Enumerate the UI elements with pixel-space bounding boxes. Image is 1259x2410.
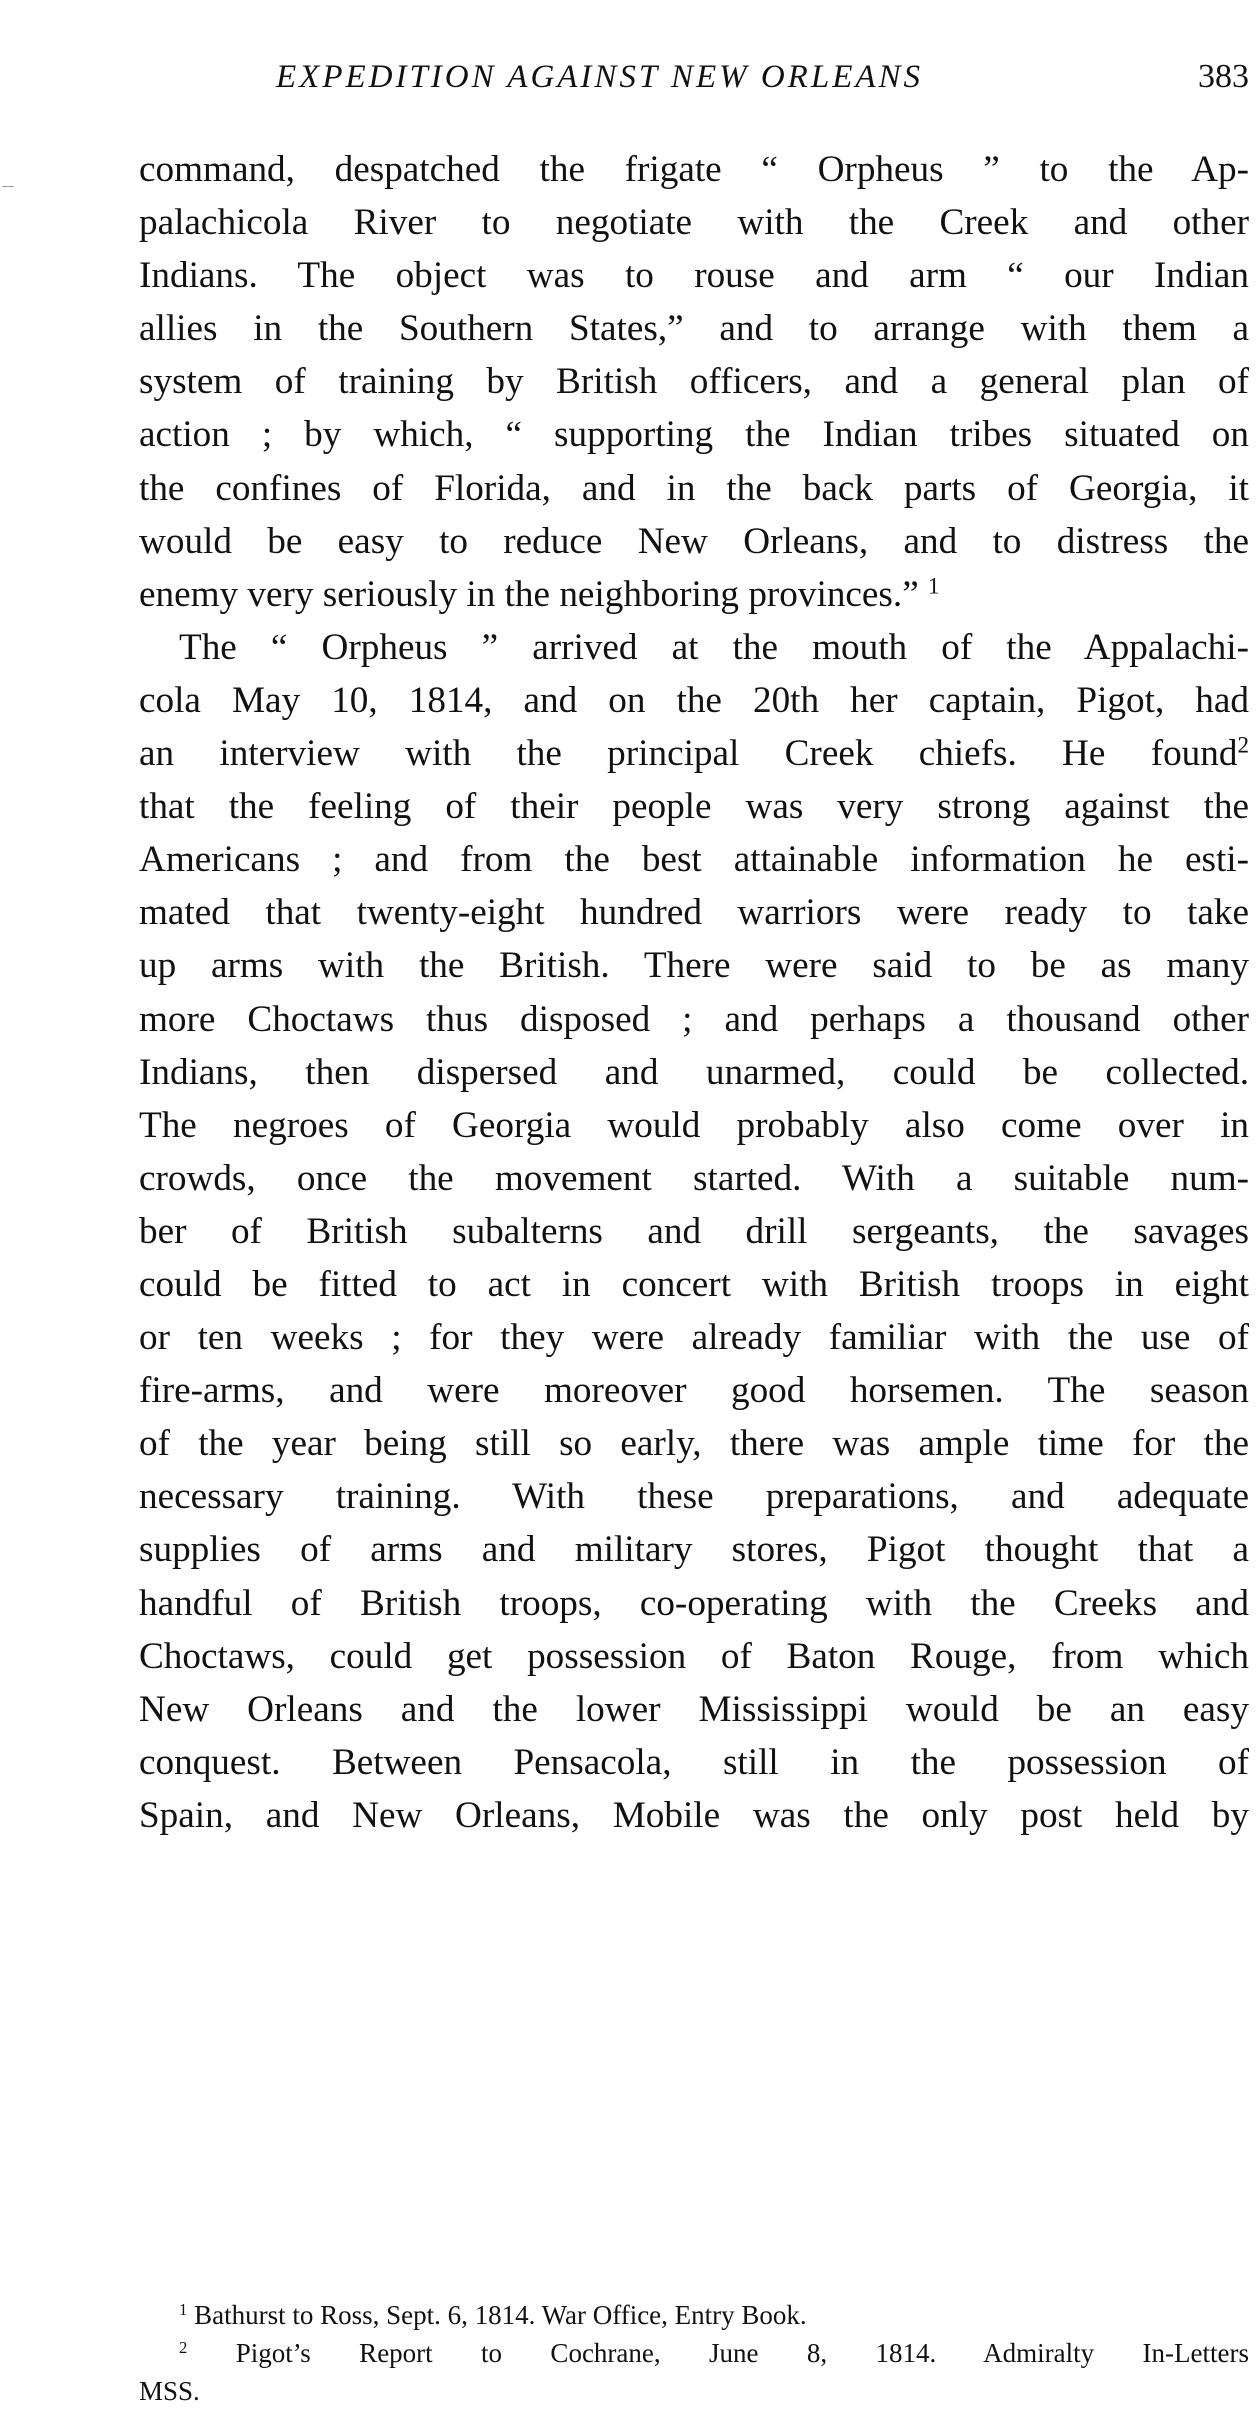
text-line: more Choctaws thus disposed ; and perhaps a thousand other	[139, 998, 1249, 1040]
text-line: of the year being still so early, there was ample time for the	[139, 1423, 1249, 1465]
text-line: New Orleans and the lower Mississippi would be an easy	[139, 1688, 1249, 1730]
footnote-text: Pigot’s Report to Cochrane, June 8, 1814. Admiralty In-Letters	[235, 2338, 1249, 2368]
text-line: up arms with the British. There were said to be as many	[139, 945, 1249, 987]
text-line: could be fitted to act in concert with British troops in eight	[139, 1263, 1249, 1305]
text-line: command, despatched the frigate “ Orpheus ” to the Ap-	[139, 149, 1249, 190]
page-number: 383	[1198, 58, 1249, 95]
footnotes	[139, 2296, 1249, 2410]
text-line: palachicola River to negotiate with the Creek and other	[139, 202, 1249, 244]
footnote-1	[139, 2296, 1249, 2334]
text-line: The negroes of Georgia would probably also come over in	[139, 1104, 1249, 1146]
text-line: mated that twenty-eight hundred warriors were ready to take	[139, 892, 1249, 934]
text-line: cola May 10, 1814, and on the 20th her captain, Pigot, had	[139, 679, 1249, 721]
text-line: crowds, once the movement started. With a suitable num-	[139, 1157, 1249, 1199]
text-line: that the feeling of their people was very strong against the	[139, 786, 1249, 828]
text-line: enemy very seriously in the neighboring provinces.”	[139, 573, 919, 615]
text-line: necessary training. With these preparations, and adequate	[139, 1476, 1249, 1518]
footnote-text: Bathurst to Ross, Sept. 6, 1814. War Office, Entry Book.	[194, 2300, 807, 2330]
text-line: Choctaws, could get possession of Baton Rouge, from which	[139, 1635, 1249, 1677]
text-line: an interview with the principal Creek chiefs. He found	[139, 733, 1238, 775]
text-line: conquest. Between Pensacola, still in the possession of	[139, 1741, 1249, 1783]
text-line: handful of British troops, co-operating with the Creeks and	[139, 1582, 1249, 1624]
footnote-mark: 2	[179, 2337, 188, 2357]
text-line: allies in the Southern States,” and to arrange with them a	[139, 308, 1249, 350]
footnote-mark: 1	[179, 2299, 188, 2319]
text-line: Indians, then dispersed and unarmed, could be collected.	[139, 1051, 1249, 1093]
footnote-reference: 2	[1237, 731, 1249, 758]
text-line-with-ref	[139, 727, 1249, 780]
text-line: system of training by British officers, and a general plan of	[139, 361, 1249, 403]
text-line: Americans ; and from the best attainable information he esti-	[139, 839, 1249, 881]
text-line: supplies of arms and military stores, Pigot thought that a	[139, 1529, 1249, 1571]
margin-mark	[2, 186, 14, 187]
text-line: or ten weeks ; for they were already familiar with the use of	[139, 1317, 1249, 1359]
running-title: EXPEDITION AGAINST NEW ORLEANS	[276, 59, 924, 95]
text-line: action ; by which, “ supporting the Indian tribes situated on	[139, 414, 1249, 456]
text-line: Indians. The object was to rouse and arm “ our Indian	[139, 255, 1249, 297]
footnote-2	[139, 2334, 1249, 2372]
footnote-continuation: MSS.	[139, 2376, 200, 2406]
text-line: Spain, and New Orleans, Mobile was the only post held by	[139, 1794, 1249, 1836]
text-line: ber of British subalterns and drill sergeants, the savages	[139, 1210, 1249, 1252]
paragraph-end-line	[139, 568, 1249, 621]
footnote-reference: 1	[928, 572, 940, 599]
text-line: The “ Orpheus ” arrived at the mouth of the Appalachi-	[179, 626, 1249, 668]
text-line: fire-arms, and were moreover good horsemen. The season	[139, 1370, 1249, 1412]
page-header	[139, 52, 1249, 102]
text-line: would be easy to reduce New Orleans, and to distress the	[139, 520, 1249, 562]
text-line: the confines of Florida, and in the back parts of Georgia, it	[139, 467, 1249, 509]
body-text	[139, 143, 1249, 1842]
